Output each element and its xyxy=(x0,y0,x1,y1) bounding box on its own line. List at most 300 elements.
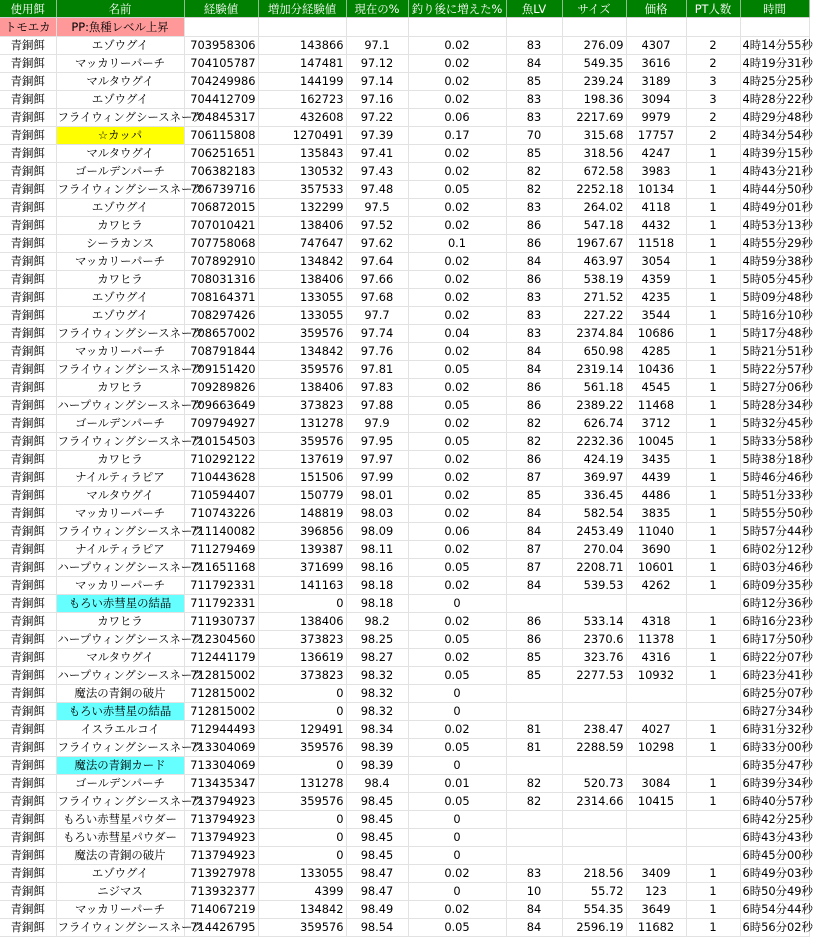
current-pct-cell[interactable]: 98.16 xyxy=(346,559,408,577)
time-cell[interactable]: 4時55分29秒 xyxy=(740,235,809,253)
pt-count-cell[interactable]: 1 xyxy=(686,613,740,631)
pt-count-cell[interactable]: 1 xyxy=(686,361,740,379)
exp-cell[interactable]: 706382183 xyxy=(184,163,258,181)
bait-cell[interactable]: 青銅餌 xyxy=(0,883,56,901)
fish-lv-cell[interactable]: 82 xyxy=(506,433,562,451)
current-pct-cell[interactable]: 97.62 xyxy=(346,235,408,253)
gain-cell[interactable]: 138406 xyxy=(258,613,346,631)
time-cell[interactable]: 5時57分44秒 xyxy=(740,523,809,541)
exp-cell[interactable]: 706872015 xyxy=(184,199,258,217)
header-current-pct[interactable]: 現在の% xyxy=(346,0,408,18)
pt-count-cell[interactable]: 1 xyxy=(686,577,740,595)
header-time[interactable]: 時間 xyxy=(740,0,809,18)
fish-lv-cell[interactable]: 86 xyxy=(506,613,562,631)
size-cell[interactable]: 547.18 xyxy=(562,217,626,235)
fish-lv-cell[interactable]: 82 xyxy=(506,163,562,181)
current-pct-cell[interactable]: 98.45 xyxy=(346,793,408,811)
fish-name-cell[interactable]: フライウィングシースネーク xyxy=(56,739,184,757)
price-cell[interactable] xyxy=(626,757,686,775)
pt-count-cell[interactable] xyxy=(686,847,740,865)
time-cell[interactable]: 4時25分25秒 xyxy=(740,73,809,91)
fish-lv-cell[interactable]: 82 xyxy=(506,415,562,433)
price-cell[interactable]: 4307 xyxy=(626,37,686,55)
fish-lv-cell[interactable] xyxy=(506,829,562,847)
fish-lv-cell[interactable]: 84 xyxy=(506,505,562,523)
price-cell[interactable]: 3690 xyxy=(626,541,686,559)
increase-pct-cell[interactable]: 0.02 xyxy=(408,271,506,289)
size-cell[interactable] xyxy=(562,811,626,829)
fish-name-cell[interactable]: マルタウグイ xyxy=(56,145,184,163)
pt-count-cell[interactable] xyxy=(686,757,740,775)
size-cell[interactable] xyxy=(562,703,626,721)
time-cell[interactable]: 5時22分57秒 xyxy=(740,361,809,379)
time-cell[interactable]: 5時05分45秒 xyxy=(740,271,809,289)
exp-cell[interactable]: 703958306 xyxy=(184,37,258,55)
increase-pct-cell[interactable]: 0 xyxy=(408,703,506,721)
exp-cell[interactable]: 704105787 xyxy=(184,55,258,73)
time-cell[interactable]: 6時40分57秒 xyxy=(740,793,809,811)
time-cell[interactable]: 4時59分38秒 xyxy=(740,253,809,271)
exp-cell[interactable]: 711279469 xyxy=(184,541,258,559)
time-cell[interactable]: 5時33分58秒 xyxy=(740,433,809,451)
gain-cell[interactable]: 136619 xyxy=(258,649,346,667)
fish-lv-cell[interactable]: 85 xyxy=(506,667,562,685)
price-cell[interactable]: 11682 xyxy=(626,919,686,937)
fish-name-cell[interactable]: カワヒラ xyxy=(56,271,184,289)
current-pct-cell[interactable]: 98.39 xyxy=(346,757,408,775)
size-cell[interactable]: 650.98 xyxy=(562,343,626,361)
fish-lv-cell[interactable]: 84 xyxy=(506,253,562,271)
increase-pct-cell[interactable]: 0.02 xyxy=(408,865,506,883)
gain-cell[interactable]: 147481 xyxy=(258,55,346,73)
size-cell[interactable]: 582.54 xyxy=(562,505,626,523)
price-cell[interactable]: 4318 xyxy=(626,613,686,631)
price-cell[interactable]: 4439 xyxy=(626,469,686,487)
time-cell[interactable]: 4時39分15秒 xyxy=(740,145,809,163)
increase-pct-cell[interactable]: 0 xyxy=(408,811,506,829)
exp-cell[interactable]: 713794923 xyxy=(184,847,258,865)
exp-cell[interactable]: 713304069 xyxy=(184,739,258,757)
bait-cell[interactable]: 青銅餌 xyxy=(0,181,56,199)
increase-pct-cell[interactable]: 0.02 xyxy=(408,505,506,523)
bait-cell[interactable]: 青銅餌 xyxy=(0,703,56,721)
pt-count-cell[interactable]: 1 xyxy=(686,631,740,649)
pt-count-cell[interactable]: 1 xyxy=(686,451,740,469)
gain-cell[interactable]: 144199 xyxy=(258,73,346,91)
current-pct-cell[interactable]: 98.32 xyxy=(346,685,408,703)
size-cell[interactable] xyxy=(562,829,626,847)
fish-lv-cell[interactable]: 84 xyxy=(506,55,562,73)
gain-cell[interactable]: 373823 xyxy=(258,397,346,415)
fish-lv-cell[interactable]: 70 xyxy=(506,127,562,145)
header-size[interactable]: サイズ xyxy=(562,0,626,18)
bait-cell[interactable]: 青銅餌 xyxy=(0,541,56,559)
price-cell[interactable]: 10932 xyxy=(626,667,686,685)
fish-name-cell[interactable]: カワヒラ xyxy=(56,613,184,631)
price-cell[interactable] xyxy=(626,595,686,613)
increase-pct-cell[interactable]: 0.05 xyxy=(408,793,506,811)
pt-count-cell[interactable]: 1 xyxy=(686,775,740,793)
fish-lv-cell[interactable]: 86 xyxy=(506,235,562,253)
empty-cell[interactable] xyxy=(408,18,506,37)
time-cell[interactable]: 6時25分07秒 xyxy=(740,685,809,703)
current-pct-cell[interactable]: 98.18 xyxy=(346,577,408,595)
fish-lv-cell[interactable] xyxy=(506,811,562,829)
increase-pct-cell[interactable]: 0.02 xyxy=(408,37,506,55)
fish-name-cell[interactable]: ハープウィングシースネーク xyxy=(56,667,184,685)
fish-lv-cell[interactable]: 86 xyxy=(506,217,562,235)
fish-name-cell[interactable]: マッカリーパーチ xyxy=(56,253,184,271)
exp-cell[interactable]: 707892910 xyxy=(184,253,258,271)
fish-name-cell[interactable]: マッカリーパーチ xyxy=(56,343,184,361)
increase-pct-cell[interactable]: 0 xyxy=(408,595,506,613)
bait-cell[interactable]: 青銅餌 xyxy=(0,505,56,523)
fish-lv-cell[interactable]: 84 xyxy=(506,343,562,361)
bait-cell[interactable]: 青銅餌 xyxy=(0,487,56,505)
current-pct-cell[interactable]: 97.12 xyxy=(346,55,408,73)
fish-name-cell[interactable]: ハープウィングシースネーク xyxy=(56,559,184,577)
fish-name-cell[interactable]: もろい赤彗星の結晶 xyxy=(56,595,184,613)
time-cell[interactable]: 5時21分51秒 xyxy=(740,343,809,361)
bait-cell[interactable]: 青銅餌 xyxy=(0,145,56,163)
pt-count-cell[interactable] xyxy=(686,685,740,703)
exp-cell[interactable]: 704412709 xyxy=(184,91,258,109)
gain-cell[interactable]: 133055 xyxy=(258,307,346,325)
gain-cell[interactable]: 371699 xyxy=(258,559,346,577)
bait-cell[interactable]: 青銅餌 xyxy=(0,829,56,847)
increase-pct-cell[interactable]: 0.02 xyxy=(408,163,506,181)
pt-count-cell[interactable]: 1 xyxy=(686,487,740,505)
increase-pct-cell[interactable]: 0.04 xyxy=(408,325,506,343)
size-cell[interactable]: 238.47 xyxy=(562,721,626,739)
gain-cell[interactable]: 130532 xyxy=(258,163,346,181)
time-cell[interactable]: 5時17分48秒 xyxy=(740,325,809,343)
time-cell[interactable]: 6時02分12秒 xyxy=(740,541,809,559)
price-cell[interactable]: 3649 xyxy=(626,901,686,919)
pt-count-cell[interactable]: 2 xyxy=(686,109,740,127)
pt-count-cell[interactable]: 1 xyxy=(686,163,740,181)
note-text-cell[interactable]: PP:魚種レベル上昇 xyxy=(56,18,184,37)
empty-cell[interactable] xyxy=(740,18,809,37)
header-bait[interactable]: 使用餌 xyxy=(0,0,56,18)
price-cell[interactable]: 17757 xyxy=(626,127,686,145)
price-cell[interactable] xyxy=(626,811,686,829)
pt-count-cell[interactable]: 1 xyxy=(686,793,740,811)
fish-lv-cell[interactable]: 85 xyxy=(506,649,562,667)
price-cell[interactable]: 3544 xyxy=(626,307,686,325)
pt-count-cell[interactable]: 1 xyxy=(686,865,740,883)
exp-cell[interactable]: 710154503 xyxy=(184,433,258,451)
fish-name-cell[interactable]: フライウィングシースネーク xyxy=(56,919,184,937)
size-cell[interactable]: 2314.66 xyxy=(562,793,626,811)
gain-cell[interactable]: 131278 xyxy=(258,775,346,793)
bait-cell[interactable]: 青銅餌 xyxy=(0,865,56,883)
exp-cell[interactable]: 711140082 xyxy=(184,523,258,541)
fish-name-cell[interactable]: エゾウグイ xyxy=(56,91,184,109)
fish-lv-cell[interactable]: 87 xyxy=(506,469,562,487)
exp-cell[interactable]: 714426795 xyxy=(184,919,258,937)
pt-count-cell[interactable]: 1 xyxy=(686,739,740,757)
gain-cell[interactable]: 357533 xyxy=(258,181,346,199)
increase-pct-cell[interactable]: 0.06 xyxy=(408,109,506,127)
fish-lv-cell[interactable]: 87 xyxy=(506,541,562,559)
header-fish-lv[interactable]: 魚LV xyxy=(506,0,562,18)
pt-count-cell[interactable] xyxy=(686,595,740,613)
bait-cell[interactable]: 青銅餌 xyxy=(0,325,56,343)
fish-lv-cell[interactable]: 86 xyxy=(506,451,562,469)
gain-cell[interactable]: 135843 xyxy=(258,145,346,163)
empty-cell[interactable] xyxy=(506,18,562,37)
current-pct-cell[interactable]: 97.39 xyxy=(346,127,408,145)
current-pct-cell[interactable]: 97.1 xyxy=(346,37,408,55)
gain-cell[interactable]: 133055 xyxy=(258,865,346,883)
increase-pct-cell[interactable]: 0.02 xyxy=(408,541,506,559)
time-cell[interactable]: 6時31分32秒 xyxy=(740,721,809,739)
fish-name-cell[interactable]: ナイルティラピア xyxy=(56,541,184,559)
exp-cell[interactable]: 706739716 xyxy=(184,181,258,199)
gain-cell[interactable]: 139387 xyxy=(258,541,346,559)
current-pct-cell[interactable]: 98.45 xyxy=(346,811,408,829)
pt-count-cell[interactable]: 1 xyxy=(686,541,740,559)
price-cell[interactable]: 3712 xyxy=(626,415,686,433)
pt-count-cell[interactable]: 1 xyxy=(686,379,740,397)
fish-lv-cell[interactable] xyxy=(506,757,562,775)
gain-cell[interactable]: 432608 xyxy=(258,109,346,127)
current-pct-cell[interactable]: 98.4 xyxy=(346,775,408,793)
fish-lv-cell[interactable]: 83 xyxy=(506,199,562,217)
current-pct-cell[interactable]: 98.47 xyxy=(346,883,408,901)
fish-lv-cell[interactable]: 83 xyxy=(506,325,562,343)
increase-pct-cell[interactable]: 0.05 xyxy=(408,433,506,451)
exp-cell[interactable]: 713435347 xyxy=(184,775,258,793)
bait-cell[interactable]: 青銅餌 xyxy=(0,271,56,289)
size-cell[interactable]: 2389.22 xyxy=(562,397,626,415)
header-increase-pct[interactable]: 釣り後に増えた% xyxy=(408,0,506,18)
price-cell[interactable]: 11518 xyxy=(626,235,686,253)
gain-cell[interactable]: 129491 xyxy=(258,721,346,739)
price-cell[interactable]: 4359 xyxy=(626,271,686,289)
size-cell[interactable]: 315.68 xyxy=(562,127,626,145)
size-cell[interactable]: 626.74 xyxy=(562,415,626,433)
increase-pct-cell[interactable]: 0.02 xyxy=(408,721,506,739)
size-cell[interactable]: 539.53 xyxy=(562,577,626,595)
fish-lv-cell[interactable]: 84 xyxy=(506,919,562,937)
time-cell[interactable]: 5時51分33秒 xyxy=(740,487,809,505)
fish-name-cell[interactable]: フライウィングシースネーク xyxy=(56,433,184,451)
bait-cell[interactable]: 青銅餌 xyxy=(0,595,56,613)
fish-name-cell[interactable]: 魔法の青銅カード xyxy=(56,757,184,775)
size-cell[interactable]: 672.58 xyxy=(562,163,626,181)
size-cell[interactable]: 2370.6 xyxy=(562,631,626,649)
fish-lv-cell[interactable] xyxy=(506,847,562,865)
pt-count-cell[interactable]: 1 xyxy=(686,433,740,451)
price-cell[interactable]: 3054 xyxy=(626,253,686,271)
gain-cell[interactable]: 150779 xyxy=(258,487,346,505)
fish-name-cell[interactable]: マルタウグイ xyxy=(56,487,184,505)
current-pct-cell[interactable]: 98.34 xyxy=(346,721,408,739)
bait-cell[interactable]: 青銅餌 xyxy=(0,631,56,649)
gain-cell[interactable]: 359576 xyxy=(258,325,346,343)
size-cell[interactable]: 2288.59 xyxy=(562,739,626,757)
current-pct-cell[interactable]: 97.9 xyxy=(346,415,408,433)
increase-pct-cell[interactable]: 0.02 xyxy=(408,253,506,271)
price-cell[interactable]: 4486 xyxy=(626,487,686,505)
time-cell[interactable]: 6時22分07秒 xyxy=(740,649,809,667)
increase-pct-cell[interactable]: 0.02 xyxy=(408,145,506,163)
price-cell[interactable]: 3189 xyxy=(626,73,686,91)
exp-cell[interactable]: 712815002 xyxy=(184,703,258,721)
gain-cell[interactable]: 4399 xyxy=(258,883,346,901)
pt-count-cell[interactable]: 3 xyxy=(686,91,740,109)
bait-cell[interactable]: 青銅餌 xyxy=(0,307,56,325)
pt-count-cell[interactable]: 1 xyxy=(686,505,740,523)
price-cell[interactable]: 3983 xyxy=(626,163,686,181)
gain-cell[interactable]: 143866 xyxy=(258,37,346,55)
gain-cell[interactable]: 133055 xyxy=(258,289,346,307)
time-cell[interactable]: 6時16分23秒 xyxy=(740,613,809,631)
current-pct-cell[interactable]: 97.68 xyxy=(346,289,408,307)
bait-cell[interactable]: 青銅餌 xyxy=(0,577,56,595)
size-cell[interactable]: 2232.36 xyxy=(562,433,626,451)
fish-name-cell[interactable]: カワヒラ xyxy=(56,379,184,397)
current-pct-cell[interactable]: 98.47 xyxy=(346,865,408,883)
time-cell[interactable]: 6時23分41秒 xyxy=(740,667,809,685)
current-pct-cell[interactable]: 97.99 xyxy=(346,469,408,487)
current-pct-cell[interactable]: 97.97 xyxy=(346,451,408,469)
exp-cell[interactable]: 709794927 xyxy=(184,415,258,433)
exp-cell[interactable]: 709289826 xyxy=(184,379,258,397)
gain-cell[interactable]: 359576 xyxy=(258,739,346,757)
empty-cell[interactable] xyxy=(346,18,408,37)
current-pct-cell[interactable]: 98.18 xyxy=(346,595,408,613)
increase-pct-cell[interactable]: 0.05 xyxy=(408,919,506,937)
size-cell[interactable]: 424.19 xyxy=(562,451,626,469)
fish-lv-cell[interactable] xyxy=(506,595,562,613)
fish-name-cell[interactable]: エゾウグイ xyxy=(56,199,184,217)
fish-name-cell[interactable]: 魔法の青銅の破片 xyxy=(56,685,184,703)
exp-cell[interactable]: 708164371 xyxy=(184,289,258,307)
pt-count-cell[interactable]: 1 xyxy=(686,469,740,487)
gain-cell[interactable]: 138406 xyxy=(258,217,346,235)
empty-cell[interactable] xyxy=(686,18,740,37)
size-cell[interactable]: 2374.84 xyxy=(562,325,626,343)
bait-cell[interactable]: 青銅餌 xyxy=(0,253,56,271)
size-cell[interactable] xyxy=(562,595,626,613)
fish-lv-cell[interactable]: 81 xyxy=(506,739,562,757)
fish-name-cell[interactable]: エゾウグイ xyxy=(56,289,184,307)
exp-cell[interactable]: 711930737 xyxy=(184,613,258,631)
gain-cell[interactable]: 151506 xyxy=(258,469,346,487)
current-pct-cell[interactable]: 97.41 xyxy=(346,145,408,163)
current-pct-cell[interactable]: 97.16 xyxy=(346,91,408,109)
time-cell[interactable]: 6時54分44秒 xyxy=(740,901,809,919)
bait-cell[interactable]: 青銅餌 xyxy=(0,811,56,829)
time-cell[interactable]: 4時49分01秒 xyxy=(740,199,809,217)
fish-name-cell[interactable]: マルタウグイ xyxy=(56,649,184,667)
size-cell[interactable]: 318.56 xyxy=(562,145,626,163)
time-cell[interactable]: 5時46分46秒 xyxy=(740,469,809,487)
pt-count-cell[interactable]: 1 xyxy=(686,271,740,289)
bait-cell[interactable]: 青銅餌 xyxy=(0,757,56,775)
price-cell[interactable]: 11040 xyxy=(626,523,686,541)
pt-count-cell[interactable]: 2 xyxy=(686,127,740,145)
exp-cell[interactable]: 710292122 xyxy=(184,451,258,469)
fish-lv-cell[interactable]: 86 xyxy=(506,379,562,397)
price-cell[interactable]: 3094 xyxy=(626,91,686,109)
fish-lv-cell[interactable]: 84 xyxy=(506,901,562,919)
bait-cell[interactable]: 青銅餌 xyxy=(0,109,56,127)
price-cell[interactable]: 4118 xyxy=(626,199,686,217)
size-cell[interactable]: 2217.69 xyxy=(562,109,626,127)
gain-cell[interactable]: 0 xyxy=(258,847,346,865)
bait-cell[interactable]: 青銅餌 xyxy=(0,613,56,631)
bait-cell[interactable]: 青銅餌 xyxy=(0,433,56,451)
time-cell[interactable]: 6時12分36秒 xyxy=(740,595,809,613)
gain-cell[interactable]: 359576 xyxy=(258,793,346,811)
increase-pct-cell[interactable]: 0.02 xyxy=(408,217,506,235)
gain-cell[interactable]: 132299 xyxy=(258,199,346,217)
pt-count-cell[interactable]: 1 xyxy=(686,235,740,253)
price-cell[interactable]: 3409 xyxy=(626,865,686,883)
fish-lv-cell[interactable] xyxy=(506,703,562,721)
pt-count-cell[interactable]: 1 xyxy=(686,667,740,685)
pt-count-cell[interactable]: 1 xyxy=(686,919,740,937)
bait-cell[interactable]: 青銅餌 xyxy=(0,667,56,685)
time-cell[interactable]: 6時35分47秒 xyxy=(740,757,809,775)
time-cell[interactable]: 4時14分55秒 xyxy=(740,37,809,55)
time-cell[interactable]: 4時44分50秒 xyxy=(740,181,809,199)
increase-pct-cell[interactable]: 0.02 xyxy=(408,199,506,217)
price-cell[interactable]: 4235 xyxy=(626,289,686,307)
size-cell[interactable]: 218.56 xyxy=(562,865,626,883)
gain-cell[interactable]: 373823 xyxy=(258,631,346,649)
pt-count-cell[interactable]: 1 xyxy=(686,559,740,577)
increase-pct-cell[interactable]: 0.02 xyxy=(408,487,506,505)
size-cell[interactable]: 198.36 xyxy=(562,91,626,109)
fish-name-cell[interactable]: ナイルティラピア xyxy=(56,469,184,487)
bait-cell[interactable]: 青銅餌 xyxy=(0,73,56,91)
current-pct-cell[interactable]: 98.45 xyxy=(346,847,408,865)
pt-count-cell[interactable]: 3 xyxy=(686,73,740,91)
increase-pct-cell[interactable]: 0.02 xyxy=(408,415,506,433)
bait-cell[interactable]: 青銅餌 xyxy=(0,289,56,307)
gain-cell[interactable]: 138406 xyxy=(258,271,346,289)
gain-cell[interactable]: 373823 xyxy=(258,667,346,685)
exp-cell[interactable]: 712441179 xyxy=(184,649,258,667)
time-cell[interactable]: 4時43分21秒 xyxy=(740,163,809,181)
time-cell[interactable]: 6時39分34秒 xyxy=(740,775,809,793)
size-cell[interactable]: 554.35 xyxy=(562,901,626,919)
fish-name-cell[interactable]: フライウィングシースネーク xyxy=(56,181,184,199)
increase-pct-cell[interactable]: 0.02 xyxy=(408,577,506,595)
bait-cell[interactable]: 青銅餌 xyxy=(0,199,56,217)
exp-cell[interactable]: 710443628 xyxy=(184,469,258,487)
gain-cell[interactable]: 1270491 xyxy=(258,127,346,145)
fish-name-cell[interactable]: フライウィングシースネーク xyxy=(56,793,184,811)
header-name[interactable]: 名前 xyxy=(56,0,184,18)
exp-cell[interactable]: 707758068 xyxy=(184,235,258,253)
fish-lv-cell[interactable]: 83 xyxy=(506,109,562,127)
fish-lv-cell[interactable] xyxy=(506,685,562,703)
time-cell[interactable]: 6時43分43秒 xyxy=(740,829,809,847)
time-cell[interactable]: 5時09分48秒 xyxy=(740,289,809,307)
time-cell[interactable]: 6時27分34秒 xyxy=(740,703,809,721)
increase-pct-cell[interactable]: 0.02 xyxy=(408,73,506,91)
fish-lv-cell[interactable]: 82 xyxy=(506,775,562,793)
fish-name-cell[interactable]: ハープウィングシースネーク xyxy=(56,631,184,649)
bait-cell[interactable]: 青銅餌 xyxy=(0,235,56,253)
price-cell[interactable]: 4262 xyxy=(626,577,686,595)
